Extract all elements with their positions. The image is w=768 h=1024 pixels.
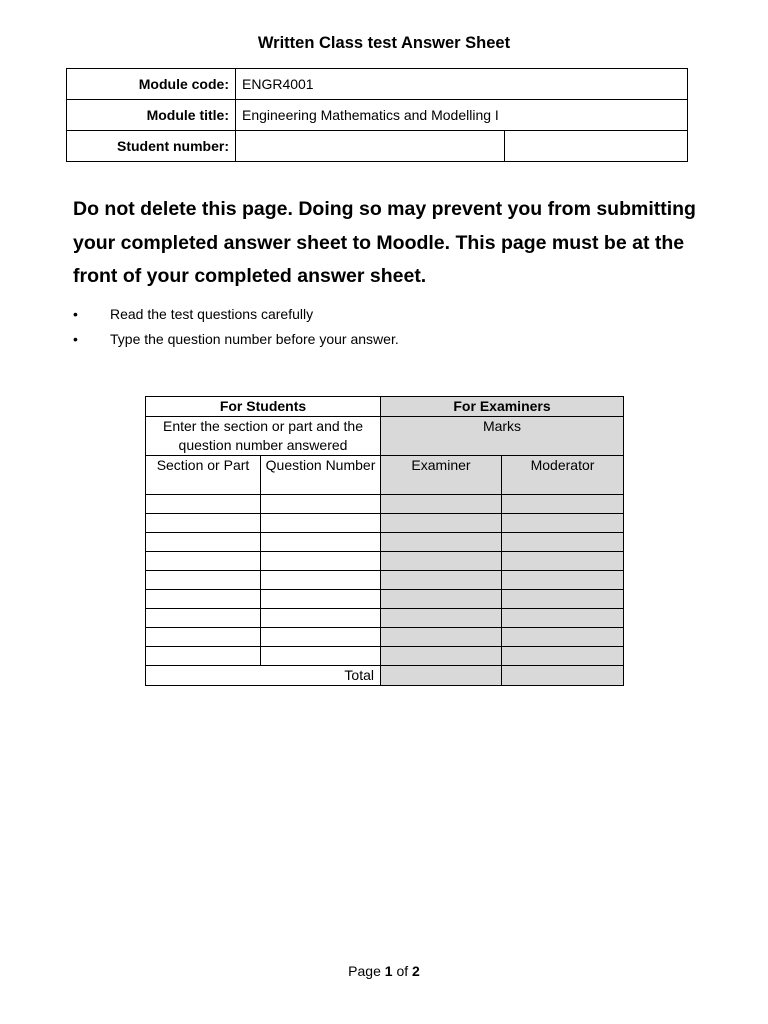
instruction-item (73, 328, 399, 353)
examiner-cell (381, 647, 502, 666)
current-page-number: 1 (384, 963, 393, 979)
student-number-field[interactable] (236, 131, 505, 162)
module-title-value: Engineering Mathematics and Modelling I (236, 100, 688, 131)
section-column-header: Section or Part (146, 456, 261, 495)
examiner-cell (381, 609, 502, 628)
table-row (146, 590, 624, 609)
section-cell[interactable] (146, 552, 261, 571)
bullet-icon: • (73, 331, 78, 347)
table-row (146, 628, 624, 647)
instruction-text: Type the question number before your answer. (110, 331, 399, 347)
examiner-cell (381, 628, 502, 647)
examiner-cell (381, 533, 502, 552)
bullet-icon: • (73, 306, 78, 322)
total-row (146, 666, 624, 686)
question-cell[interactable] (261, 590, 381, 609)
question-cell[interactable] (261, 647, 381, 666)
section-cell[interactable] (146, 571, 261, 590)
table-row (146, 647, 624, 666)
moderator-cell (502, 628, 624, 647)
moderator-cell (502, 647, 624, 666)
section-cell[interactable] (146, 628, 261, 647)
for-examiners-header: For Examiners (381, 397, 624, 417)
instruction-list (73, 303, 399, 353)
examiner-cell (381, 590, 502, 609)
section-cell[interactable] (146, 590, 261, 609)
table-row (146, 552, 624, 571)
moderator-total-cell (502, 666, 624, 686)
student-number-extra-field[interactable] (505, 131, 688, 162)
module-title-label: Module title: (67, 100, 236, 131)
module-code-value: ENGR4001 (236, 69, 688, 100)
section-cell[interactable] (146, 609, 261, 628)
module-title-row (67, 100, 688, 131)
moderator-cell (502, 590, 624, 609)
module-code-row (67, 69, 688, 100)
table-row (146, 571, 624, 590)
student-number-label: Student number: (67, 131, 236, 162)
warning-message: Do not delete this page. Doing so may prevent you from submitting your completed answer sheet to Moodle. This page must be at the front of your completed answer sheet. (73, 198, 696, 287)
of-word: of (396, 963, 409, 979)
student-number-row (67, 131, 688, 162)
marks-header: Marks (381, 417, 624, 456)
question-cell[interactable] (261, 514, 381, 533)
question-cell[interactable] (261, 552, 381, 571)
module-code-label: Module code: (67, 69, 236, 100)
table-row (146, 609, 624, 628)
moderator-cell (502, 609, 624, 628)
section-cell[interactable] (146, 533, 261, 552)
examiner-cell (381, 571, 502, 590)
moderator-cell (502, 495, 624, 514)
examiner-cell (381, 514, 502, 533)
total-label: Total (146, 666, 381, 686)
section-cell[interactable] (146, 495, 261, 514)
instruction-text: Read the test questions carefully (110, 306, 314, 322)
table-row (146, 533, 624, 552)
table-row (146, 495, 624, 514)
total-page-count: 2 (412, 963, 420, 979)
page-footer (0, 963, 768, 979)
moderator-cell (502, 533, 624, 552)
students-instruction: Enter the section or part and the question number answered (146, 417, 381, 456)
moderator-cell (502, 552, 624, 571)
module-info-table (66, 68, 688, 162)
examiner-total-cell (381, 666, 502, 686)
moderator-cell (502, 571, 624, 590)
question-column-header: Question Number (261, 456, 381, 495)
table-row (146, 514, 624, 533)
examiner-cell (381, 495, 502, 514)
examiner-column-header: Examiner (381, 456, 502, 495)
marks-table (145, 396, 624, 686)
section-cell[interactable] (146, 514, 261, 533)
moderator-cell (502, 514, 624, 533)
for-students-header: For Students (146, 397, 381, 417)
question-cell[interactable] (261, 533, 381, 552)
page-word: Page (348, 963, 381, 979)
examiner-cell (381, 552, 502, 571)
page-title: Written Class test Answer Sheet (257, 34, 511, 52)
moderator-column-header: Moderator (502, 456, 624, 495)
question-cell[interactable] (261, 495, 381, 514)
question-cell[interactable] (261, 628, 381, 647)
question-cell[interactable] (261, 609, 381, 628)
section-cell[interactable] (146, 647, 261, 666)
question-cell[interactable] (261, 571, 381, 590)
instruction-item (73, 303, 399, 328)
